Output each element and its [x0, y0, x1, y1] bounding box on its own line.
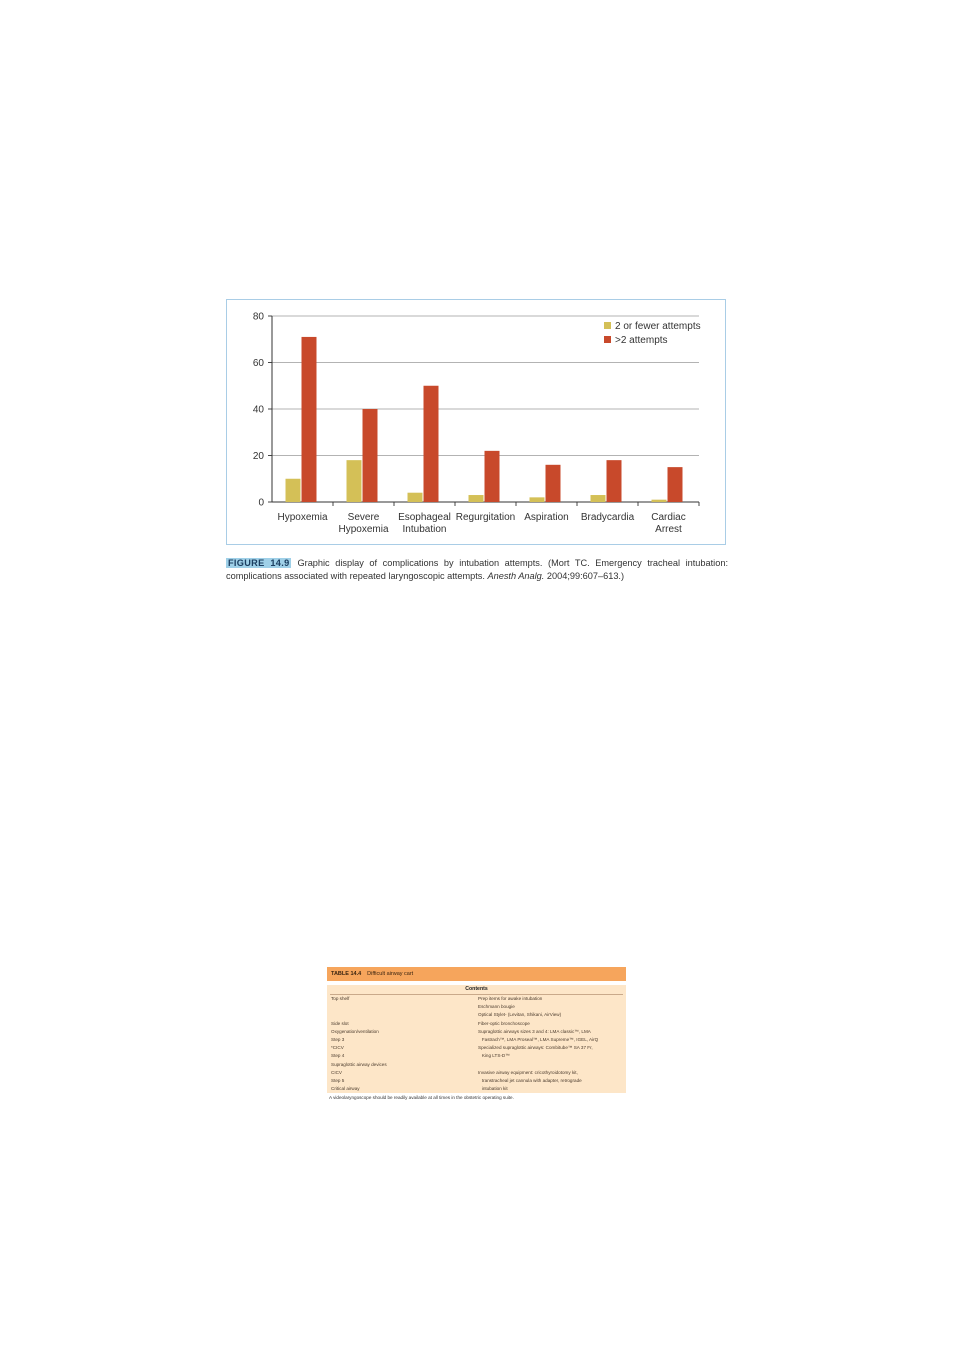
- bar-few-attempts: [591, 495, 606, 502]
- table-cell-contents: intubation kit: [478, 1086, 508, 1092]
- bar-few-attempts: [530, 497, 545, 502]
- table-cell-section: Step 3: [331, 1037, 345, 1043]
- table-cell-contents: Fastrach™, LMA Proseal™, LMA Supreme™, IGEL, AirQ: [478, 1037, 599, 1043]
- table-cell-section: *CICV: [331, 1045, 344, 1051]
- figure-caption: [226, 557, 728, 582]
- table-row: [327, 995, 626, 1003]
- bar-many-attempts: [485, 451, 500, 502]
- table-cell-contents: King LTS-D™: [478, 1053, 510, 1059]
- table-label: TABLE 14.4: [331, 971, 362, 977]
- bar-many-attempts: [668, 467, 683, 502]
- caption-journal: Anesth Analg.: [487, 570, 545, 581]
- table-row: [327, 1069, 626, 1077]
- legend-swatch: [604, 336, 611, 343]
- x-category-label: Intubation: [402, 524, 447, 535]
- bar-many-attempts: [363, 409, 378, 502]
- legend-label: >2 attempts: [615, 335, 668, 346]
- table-cell-contents: Invasive airway equipment: cricothyroidotomy kit,: [478, 1069, 578, 1075]
- figure-label: FIGURE 14.9: [228, 558, 290, 568]
- bar-chart: [227, 300, 725, 544]
- bar-few-attempts: [408, 493, 423, 502]
- table-row: [327, 1085, 626, 1093]
- x-category-label: Arrest: [655, 524, 682, 535]
- table-body: [327, 985, 626, 1093]
- table-cell-section: Oxygenation/ventilation: [331, 1028, 379, 1034]
- x-category-label: Severe: [347, 512, 380, 523]
- caption-text: Graphic display of complications by intubation attempts. (Mort TC. Emergency tracheal intubation: complications associated with repeated laryngoscopic attempts.: [226, 558, 728, 581]
- table-row: [327, 1052, 626, 1060]
- bar-few-attempts: [286, 479, 301, 502]
- table-cell-contents: Eschmann bougie: [478, 1004, 515, 1010]
- table-row: [327, 1028, 626, 1036]
- table-cell-contents: Fiber-optic bronchoscope: [478, 1020, 530, 1026]
- table-cell-section: Critical airway: [331, 1086, 360, 1092]
- table-cell-section: [327, 1011, 478, 1019]
- table-cell-section: Supraglottic airway devices: [331, 1061, 387, 1067]
- table-footnote: A videolaryngoscope should be readily available at all times in the obstetric operating suite.: [329, 1095, 514, 1101]
- bar-many-attempts: [546, 465, 561, 502]
- table-row: [327, 1061, 626, 1069]
- table-cell-section: CICV: [331, 1069, 342, 1075]
- difficult-airway-table: [327, 967, 626, 1100]
- table-cell-contents: Prep items for awake intubation: [478, 996, 543, 1001]
- table-cell-section: Top shelf: [331, 996, 350, 1001]
- x-category-label: Regurgitation: [455, 512, 516, 523]
- bar-few-attempts: [652, 500, 667, 502]
- table-row: [327, 1003, 626, 1011]
- y-tick-label: 40: [252, 404, 264, 416]
- table-cell-section: [327, 1003, 478, 1011]
- table-row: [327, 1011, 626, 1019]
- bar-many-attempts: [424, 386, 439, 502]
- x-category-label: Aspiration: [524, 512, 569, 523]
- bar-many-attempts: [607, 460, 622, 502]
- caption-tail: 2004;99:607–613.): [544, 570, 625, 581]
- table-header: Contents: [330, 985, 623, 995]
- table-row: [327, 1044, 626, 1052]
- bar-few-attempts: [469, 495, 484, 502]
- table-cell-contents: Specialized supraglottic airways: Combitube™ SA 37 Fr,: [478, 1045, 593, 1051]
- bar-many-attempts: [302, 337, 317, 502]
- x-category-label: Cardiac: [651, 512, 686, 523]
- table-cell-contents: transtracheal jet cannula with adapter, retrograde: [478, 1078, 582, 1084]
- legend-swatch: [604, 322, 611, 329]
- y-tick-label: 80: [252, 311, 264, 323]
- table-row: [327, 1077, 626, 1085]
- legend-label: 2 or fewer attempts: [615, 321, 701, 332]
- x-category-label: Hypoxemia: [338, 524, 389, 535]
- x-category-label: Bradycardia: [580, 512, 635, 523]
- y-tick-label: 20: [252, 451, 264, 462]
- table-cell-contents: Optical Stylet- (Levitan, Shikani, AirView): [478, 1012, 562, 1018]
- y-tick-label: 0: [258, 497, 264, 509]
- table-cell-contents: Supraglottic airways sizes 3 and 4: LMA classic™, LMA: [478, 1028, 591, 1034]
- table-rows: [327, 995, 626, 1093]
- table-row: [327, 1020, 626, 1028]
- table-title: Difficult airway cart: [367, 971, 414, 977]
- table-cell-section: Side slot: [331, 1020, 349, 1026]
- x-category-label: Hypoxemia: [277, 512, 328, 523]
- table-cell-contents: [478, 1061, 626, 1069]
- table-cell-section: Step 4: [331, 1053, 345, 1059]
- bar-few-attempts: [347, 460, 362, 502]
- table-title-bar: [327, 967, 626, 981]
- table-row: [327, 1036, 626, 1044]
- y-tick-label: 60: [252, 358, 264, 369]
- x-category-label: Esophageal: [398, 512, 451, 523]
- table-cell-section: Step 5: [331, 1078, 345, 1084]
- figure-chart-frame: [226, 299, 726, 545]
